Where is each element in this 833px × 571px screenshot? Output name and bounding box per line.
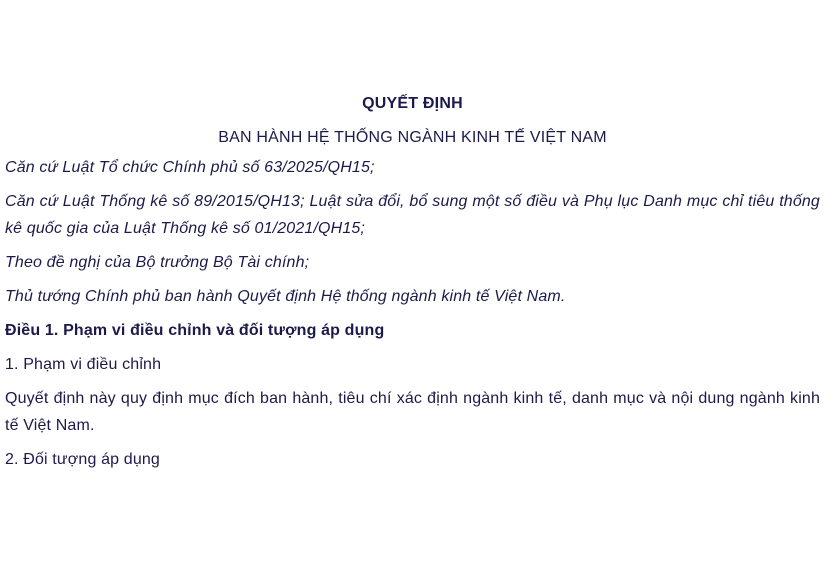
preamble-line-1: Căn cứ Luật Tổ chức Chính phủ số 63/2025/QH15;: [5, 159, 375, 176]
preamble-line-2: Căn cứ Luật Thống kê số 89/2015/QH13; Luật sửa đổi, bổ sung một số điều và Phụ lục Danh mục chỉ tiêu thống kê quốc gia của Luật Thống kê số 01/2021/QH15;: [5, 193, 820, 237]
section-1-body: Quyết định này quy định mục đích ban hành, tiêu chí xác định ngành kinh tế, danh mục và nội dung ngành kinh tế Việt Nam.: [5, 390, 820, 434]
section-1-heading: 1. Phạm vi điều chỉnh: [5, 356, 162, 373]
document-title: QUYẾT ĐỊNH: [362, 95, 463, 112]
preamble-line-4: Thủ tướng Chính phủ ban hành Quyết định Hệ thống ngành kinh tế Việt Nam.: [5, 288, 566, 305]
document-subtitle: BAN HÀNH HỆ THỐNG NGÀNH KINH TẾ VIỆT NAM: [218, 129, 607, 146]
preamble-line-3: Theo đề nghị của Bộ trưởng Bộ Tài chính;: [5, 254, 310, 271]
section-2-heading: 2. Đối tượng áp dụng: [5, 451, 160, 468]
article-1-heading: Điều 1. Phạm vi điều chỉnh và đối tượng áp dụng: [5, 322, 385, 339]
